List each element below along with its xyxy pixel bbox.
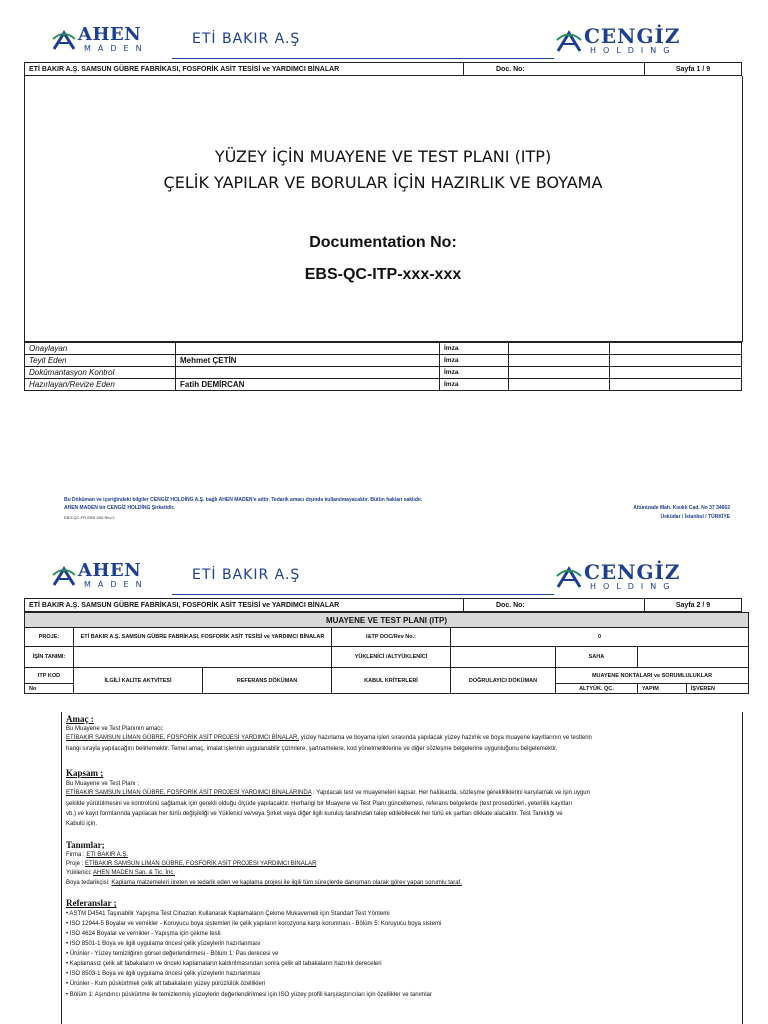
no-header: No — [25, 684, 74, 694]
saha-label: SAHA — [556, 647, 638, 668]
signature-table — [24, 342, 742, 391]
kapsam-project-ref: ETİBAKIR SAMSUN LİMAN GÜBRE, FOSFORİK ASİT PROJESİ YARDIMCI BİNALARINDA — [66, 790, 312, 796]
footer-copyright: Bu Döküman ve içeriğindeki bilgiler CENGİZ HOLDİNG A.Ş. bağlı AHEN MADEN'e aittir. Tedarik amacı dışında kullanılmayacaktır. Bütün hakları saklıdır. — [64, 497, 423, 503]
itp-doc-value: 0 — [451, 628, 749, 647]
referans-item: • Ürünler - Kum püskürtmeli çelik alt tabakaların yüzey pürüzlülük özellikleri — [66, 981, 266, 987]
cengiz-holding-logo — [556, 26, 680, 55]
altyuk-header: ALTYÜK. QC. — [556, 684, 638, 694]
signature-box[interactable] — [509, 367, 610, 379]
kapsam-line-2 — [66, 789, 736, 798]
signature-row — [25, 379, 742, 391]
footer-form-code: EBS-QC-FR-EBS-005 Rev.2 — [64, 515, 115, 520]
amac-line-2-text: yüzey hazırlama ve boyama işleri sırasında yapılacak yüzey hazırlık ve boya muayene kayıtlarının ve testlerin — [299, 735, 592, 741]
amac-line-1: Bu Muayene ve Test Planının amacı; — [66, 726, 164, 732]
kapsam-line-1: Bu Muayene ve Test Planı ; — [66, 781, 139, 787]
signature-box[interactable] — [509, 355, 610, 367]
project-name: ETİ BAKIR A.Ş. SAMSUN GÜBRE FABRİKASI, FOSFORİK ASİT TESİSİ ve YARDIMCI BİNALAR — [25, 63, 464, 76]
ahen-maden-logo — [52, 562, 149, 589]
company-name: ETİ BAKIR A.Ş — [192, 31, 301, 47]
document-title-line-1: YÜZEY İÇİN MUAYENE VE TEST PLANI (ITP) — [214, 147, 552, 166]
role-approver: Onaylayan — [25, 343, 176, 355]
imza-label: İmza — [440, 343, 509, 355]
ahen-logo-icon — [52, 565, 76, 587]
signature-box[interactable] — [509, 343, 610, 355]
imza-label: İmza — [440, 367, 509, 379]
boya-label: Boya tedarikçisi: — [66, 880, 112, 886]
referans-item: • ISO 4624 Boyalar ve vernikler - Yapışma için çekme testi — [66, 931, 221, 937]
date-box[interactable] — [610, 379, 742, 391]
doc-no-label: Doc. No: — [464, 599, 645, 612]
yuklenici-value: AHEN MADEN San. & Tic. İnc. — [93, 870, 176, 876]
document-title-line-2: ÇELİK YAPILAR VE BORULAR İÇİN HAZIRLIK VE BOYAMA — [163, 173, 603, 192]
signature-row — [25, 355, 742, 367]
is-tanimi-value[interactable] — [74, 647, 332, 668]
tanim-proje — [66, 860, 736, 869]
footer-address-1: Altunizade Mah. Kısıklı Cad. No 37 34662 — [633, 505, 730, 511]
project-name: ETİ BAKIR A.Ş. SAMSUN GÜBRE FABRİKASI, FOSFORİK ASİT TESİSİ ve YARDIMCI BİNALAR — [25, 599, 464, 612]
role-doc-control: Dokümantasyon Kontrol — [25, 367, 176, 379]
kapsam-heading: Kapsam ; — [66, 768, 104, 778]
page-number: Sayfa 1 / 9 — [645, 63, 742, 76]
ahen-logo-icon — [52, 29, 76, 51]
amac-line-3: hangi sırayla yapılacağını belirlemektir. Temel amaç, imalat işlerinin uygulanabilir çizimlere, şartnamelere, kod yönetmeliklerine ve diğer sözleşme belgelerine uygunluğunu belgelemektir. — [66, 746, 558, 752]
page-1-header-table — [24, 62, 742, 76]
tanim-firma — [66, 851, 736, 860]
role-preparer: Hazırlayan/Revize Eden — [25, 379, 176, 391]
documentation-label: Documentation No: — [309, 234, 457, 251]
name-doc-control — [176, 367, 440, 379]
kapsam-line-4: vb.) ve kayıt formlarında yapılacak her türlü değişikliği ve Yüklenici ve/veya Şirket veya diğer ilgili kuruluş tarafından talep edilebilecek her türlü ek şartları dikkate alacaktır. Test Tanıklığı ve — [66, 811, 563, 817]
maden-subtitle: MADEN — [84, 44, 149, 53]
firma-label: Firma : — [66, 852, 87, 858]
footer-address-2: Üsküdar / İstanbul / TÜRKİYE — [660, 514, 730, 520]
muayene-noktalari-header: MUAYENE NOKTALARI ve SORUMLULUKLAR — [556, 668, 749, 684]
amac-line-2 — [66, 734, 736, 743]
itp-table-title: MUAYENE VE TEST PLANI (ITP) — [25, 613, 749, 628]
referanslar-heading: Referanslar ; — [66, 898, 117, 908]
referans-item: • Kaplamasız çelik alt tabakaların ve önceki kaplamaların kaldırılmasından sonra çelik alt tabakaların hazırlık dereceleri — [66, 961, 382, 967]
yapim-header: YAPIM — [637, 684, 686, 694]
signature-box[interactable] — [509, 379, 610, 391]
referans-item: • Ürünler - Yüzey temizliğinin görsel değerlendirmesi - Bölüm 1: Pas derecesi ve — [66, 951, 279, 957]
documentation-number: EBS-QC-ITP-xxx-xxx — [304, 266, 462, 283]
date-box[interactable] — [610, 367, 742, 379]
ahen-wordmark: AHEN — [78, 560, 142, 581]
referans-item: • Bölüm 1: Aşındırıcı püskürtme ile temizlenmiş yüzeylerin değerlendirilmesi için ISO yüzey profili karşılaştırıcıları için özellikler ve tanımlar — [66, 992, 432, 998]
boya-value: Kaplama malzemeleri üreten ve tedarik eden ve kaplama projesi ile ilgili tüm süreçlerde danışman olarak görev yapan sorumlu taraf. — [111, 880, 462, 886]
date-box[interactable] — [610, 355, 742, 367]
date-box[interactable] — [610, 343, 742, 355]
name-verifier: Mehmet ÇETİN — [176, 355, 440, 367]
referans-header: REFERANS DÖKÜMAN — [203, 668, 332, 694]
firma-value: ETİ BAKIR A.Ş. — [86, 852, 129, 858]
header-rule — [172, 58, 554, 59]
itp-table — [24, 612, 749, 694]
ahen-maden-logo — [52, 26, 149, 53]
page-2-header-table — [24, 598, 742, 612]
tanim-boya — [66, 879, 736, 888]
title-box — [24, 76, 743, 342]
isveren-header: İŞVEREN — [686, 684, 748, 694]
cengiz-logo-icon — [556, 565, 582, 589]
company-name: ETİ BAKIR A.Ş — [192, 567, 301, 583]
saha-value[interactable] — [637, 647, 748, 668]
tanimlar-heading: Tanımlar; — [66, 840, 105, 850]
proje-label: Proje : — [66, 861, 86, 867]
kabul-header: KABUL KRİTERLERİ — [332, 668, 451, 694]
amac-project-ref: ETİBAKIR SAMSUN LİMAN GÜBRE, FOSFORİK ASİT PROJESİ YARDIMCI BİNALAR, — [66, 735, 300, 741]
yuklenici-label: YÜKLENİCİ /ALTYÜKLENİCİ — [332, 647, 451, 668]
doc-no-label: Doc. No: — [464, 63, 645, 76]
is-tanimi-label: İŞİN TANIMI: — [25, 647, 74, 668]
itp-doc-label: I&TP DOC/Rev No.: — [332, 628, 451, 647]
itp-kod-header: ITP KOD — [25, 668, 74, 684]
signature-row — [25, 343, 742, 355]
holding-subtitle: HOLDING — [590, 582, 677, 591]
yuklenici-value[interactable] — [451, 647, 556, 668]
footer-company-note: AHEN MADEN bir CENGİZ HOLDİNG Şirketidir. — [64, 505, 175, 511]
name-approver — [176, 343, 440, 355]
referans-item: • ISO 8501-1 Boya ve ilgili uygulama öncesi çelik yüzeylerin hazırlanması — [66, 941, 261, 947]
proje-label: PROJE: — [25, 628, 74, 647]
kapsam-line-3: şekilde yürütülmesini ve kontrolünü sağlamak için gerekli olduğu ölçüde yapılacaktır. Herhangi bir Muayene ve Test Planı güncellemesi, referans belgelerde (test prosedürleri, yeterlilik kayıtları — [66, 801, 573, 807]
referans-item: • ISO 8503-1 Boya ve ilgili uygulama öncesi çelik yüzeylerin hazırlanması — [66, 971, 261, 977]
proje-value: ETİBAKIR SAMSUN LİMAN GÜBRE, FOSFORİK ASİT PROJESİ YARDIMCI BİNALAR — [85, 861, 317, 867]
holding-subtitle: HOLDING — [590, 46, 677, 55]
ahen-wordmark: AHEN — [78, 24, 142, 45]
referans-item: • ASTM D4541 Taşınabilir Yapışma Test Cihazları Kullanarak Kaplamaların Çekme Mukavemeti için Standart Test Yöntemi — [66, 911, 390, 917]
page-number: Sayfa 2 / 9 — [645, 599, 742, 612]
amac-heading: Amaç : — [66, 714, 94, 724]
kapsam-line-5: Kabulü için. — [66, 821, 98, 827]
kapsam-line-2-text: ; Yapılacak test ve muayeneleri kapsar. Her halükarda, sözleşme gerekliliklerini karşılamak ve işin uygun — [311, 790, 590, 796]
imza-label: İmza — [440, 355, 509, 367]
imza-label: İmza — [440, 379, 509, 391]
dogrulayici-header: DOĞRULAYICI DÖKÜMAN — [451, 668, 556, 694]
yuklenici-label: Yüklenici: — [66, 870, 94, 876]
name-preparer: Fatih DEMİRCAN — [176, 379, 440, 391]
tanim-yuklenici — [66, 869, 736, 878]
kalite-header: İLGİLİ KALİTE AKTVİTESİ — [74, 668, 203, 694]
maden-subtitle: MADEN — [84, 580, 149, 589]
cengiz-wordmark: CENGİZ — [584, 24, 681, 48]
referans-item: • ISO 12944-5 Boyalar ve vernikler - Koruyucu boya sistemleri ile çelik yapıların korozyona karşı korunması - Bölüm 5: Koruyucu boya sistemi — [66, 921, 442, 927]
cengiz-logo-icon — [556, 29, 582, 53]
cengiz-wordmark: CENGİZ — [584, 560, 681, 584]
role-verifier: Teyit Eden — [25, 355, 176, 367]
cengiz-holding-logo — [556, 562, 680, 591]
signature-row — [25, 367, 742, 379]
proje-value: ETİ BAKIR A.Ş. SAMSUN GÜBRE FABRİKASI, FOSFORİK ASİT TESİSİ ve YARDIMCI BİNALAR — [74, 628, 332, 647]
header-rule — [172, 594, 554, 595]
